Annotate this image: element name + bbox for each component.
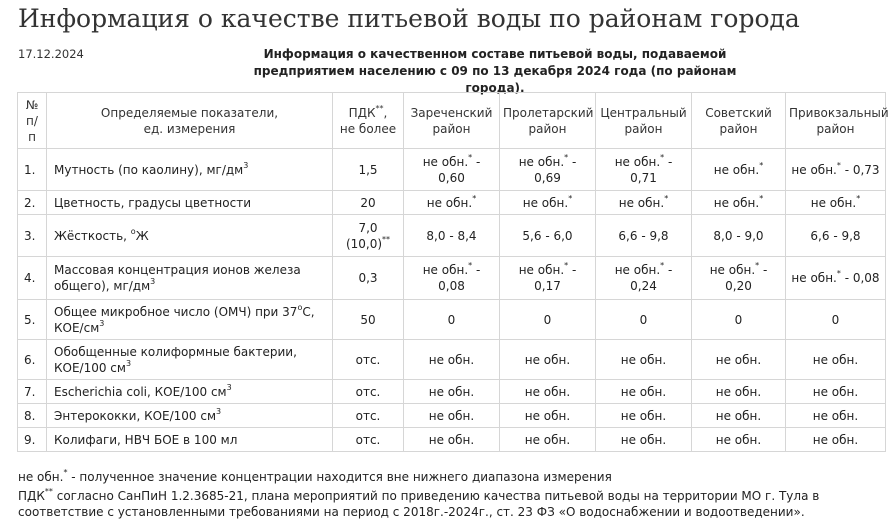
value-sup: * <box>856 193 861 203</box>
cell-value: не обн. <box>596 340 692 380</box>
row-num: 9. <box>18 428 47 452</box>
row-num: 1. <box>18 149 47 191</box>
cell-value <box>500 191 596 215</box>
indicator-text: КОЕ/см <box>54 320 100 335</box>
cell-value: не обн. <box>500 404 596 428</box>
indicator-sup: 3 <box>150 277 156 286</box>
cell-value: 0 <box>692 300 786 340</box>
district-word: район <box>528 121 567 136</box>
cell-value <box>786 257 886 300</box>
cell-value: 5,6 - 6,0 <box>500 215 596 257</box>
value-text: не обн. <box>614 263 661 277</box>
value-text: - <box>472 263 481 277</box>
pdk-label: ПДК <box>348 105 376 120</box>
value-sup: * <box>568 193 573 203</box>
table-row <box>18 380 886 404</box>
header-pdk-line1 <box>336 105 400 121</box>
cell-value <box>500 257 596 300</box>
cell-value <box>596 149 692 191</box>
row-indicator <box>47 380 333 404</box>
header-indicator-line: Определяемые показатели, <box>100 105 279 120</box>
district-name: Центральный <box>600 105 687 120</box>
cell-value: 6,6 - 9,8 <box>596 215 692 257</box>
header-num-line: п <box>28 129 36 144</box>
row-pdk: 1,5 <box>333 149 404 191</box>
header-district-zarechensky <box>404 93 500 149</box>
row-num: 5. <box>18 300 47 340</box>
value-sup: * <box>759 193 764 203</box>
pdk-sup: ** <box>375 103 384 113</box>
value-text: не обн. <box>614 154 661 169</box>
value-text: - 0,73 <box>840 162 880 177</box>
district-name: Пролетарский <box>503 105 594 120</box>
table-row <box>18 215 886 257</box>
cell-value: не обн. <box>692 380 786 404</box>
row-pdk: отс. <box>333 380 404 404</box>
cell-value: не обн. <box>692 404 786 428</box>
cell-value: не обн. <box>404 404 500 428</box>
indicator-sup: 3 <box>99 318 105 328</box>
value-sup: * <box>564 152 569 162</box>
cell-value: не обн. <box>404 340 500 380</box>
cell-value: не обн. <box>404 380 500 404</box>
row-pdk: 0,3 <box>333 257 404 300</box>
value-sup: * <box>660 261 665 270</box>
district-name: Советский <box>705 105 772 120</box>
value-text: не обн. <box>713 195 760 210</box>
value-text: - 0,08 <box>840 271 880 285</box>
header-pdk-line2: не более <box>339 121 397 136</box>
cell-value: 0 <box>404 300 500 340</box>
value-text: - <box>568 263 577 277</box>
row-num: 2. <box>18 191 47 215</box>
header-indicator-line: ед. измерения <box>143 121 236 136</box>
cell-value: не обн. <box>786 428 886 452</box>
cell-value: не обн. <box>596 404 692 428</box>
cell-value <box>404 191 500 215</box>
cell-value: 8,0 - 8,4 <box>404 215 500 257</box>
cell-value: 0 <box>500 300 596 340</box>
row-num: 7. <box>18 380 47 404</box>
header-district-proletarsky <box>500 93 596 149</box>
indicator-sup: 3 <box>243 160 249 170</box>
cell-value: 0 <box>786 300 886 340</box>
header-district-tsentralny <box>596 93 692 149</box>
value-sup: * <box>564 261 569 270</box>
header-num <box>18 93 47 149</box>
value-sup: * <box>836 269 841 278</box>
row-indicator <box>47 340 333 380</box>
row-pdk: отс. <box>333 428 404 452</box>
cell-value: не обн. <box>786 380 886 404</box>
row-indicator <box>47 404 333 428</box>
district-name: Привокзальный <box>789 105 889 120</box>
value-sup: * <box>468 152 473 162</box>
value-sup: * <box>759 160 764 170</box>
table-row <box>18 149 886 191</box>
cell-value: не обн. <box>404 428 500 452</box>
value-text: 0,20 <box>725 279 752 293</box>
subtitle-line-1: Информация о качественном составе питьевой воды, подаваемой <box>263 47 727 61</box>
cell-value <box>786 149 886 191</box>
district-word: район <box>816 121 855 136</box>
value-text: 0,60 <box>438 170 465 185</box>
row-pdk: отс. <box>333 404 404 428</box>
cell-value: 6,6 - 9,8 <box>786 215 886 257</box>
table-row <box>18 191 886 215</box>
value-sup: * <box>836 160 841 170</box>
value-text: не обн. <box>422 263 469 277</box>
value-text: - <box>472 154 481 169</box>
value-text: не обн. <box>709 263 756 277</box>
footnote-text: не обн. <box>18 470 64 484</box>
row-num: 3. <box>18 215 47 257</box>
table-row <box>18 340 886 380</box>
header-row <box>18 93 886 149</box>
value-text: 0,69 <box>534 170 561 185</box>
indicator-text: Мутность (по каолину), мг/дм <box>54 162 244 177</box>
indicator-text: Энтерококки, КОЕ/100 см <box>54 408 217 423</box>
value-text: - <box>664 154 673 169</box>
cell-value: не обн. <box>500 380 596 404</box>
indicator-text: КОЕ/100 см <box>54 360 126 375</box>
table-subtitle <box>230 46 760 97</box>
cell-value: не обн. <box>500 428 596 452</box>
header-num-line: п/ <box>26 113 38 128</box>
value-text: не обн. <box>422 154 469 169</box>
row-pdk <box>333 215 404 257</box>
footnote-1 <box>18 469 878 485</box>
value-text: не обн. <box>791 162 837 177</box>
cell-value <box>404 149 500 191</box>
row-indicator: Колифаги, НВЧ БОЕ в 100 мл <box>47 428 333 452</box>
cell-value: не обн. <box>596 428 692 452</box>
pdk-value-alt: (10,0) <box>345 236 383 251</box>
footnote-2 <box>18 488 878 520</box>
header-district-sovetsky <box>692 93 786 149</box>
indicator-text: общего), мг/дм <box>54 279 151 293</box>
row-pdk: 20 <box>333 191 404 215</box>
row-indicator <box>47 149 333 191</box>
row-indicator <box>47 257 333 300</box>
cell-value: не обн. <box>692 428 786 452</box>
value-text: 0,24 <box>630 279 657 293</box>
district-word: район <box>719 121 758 136</box>
table-row <box>18 404 886 428</box>
pdk-tail: , <box>383 105 388 120</box>
indicator-sup: 3 <box>226 382 232 392</box>
value-sup: * <box>472 193 477 203</box>
value-text: не обн. <box>426 195 473 210</box>
water-quality-table <box>17 92 889 452</box>
table-row <box>18 300 886 340</box>
footnote-text: согласно СанПиН 1.2.3685-21, плана мероприятий по приведению качества питьевой воды на территории МО г. Тула в соответствие с установленными требованиями на период с 2018г.-2024г., ст. 23 ФЗ «О водоснабжении и водоотведении». <box>18 489 820 519</box>
row-num: 6. <box>18 340 47 380</box>
value-text: - <box>664 263 673 277</box>
value-text: - <box>568 154 577 169</box>
cell-value <box>786 191 886 215</box>
footnote-text: - полученное значение концентрации находится вне нижнего диапазона измерения <box>67 470 612 484</box>
row-indicator: Цветность, градусы цветности <box>47 191 333 215</box>
indicator-sup: 3 <box>216 406 222 416</box>
indicator-text: Жёсткость, <box>54 228 131 243</box>
cell-value <box>596 257 692 300</box>
pdk-sup: ** <box>382 234 391 244</box>
cell-value <box>692 257 786 300</box>
header-pdk <box>333 93 404 149</box>
cell-value: не обн. <box>500 340 596 380</box>
district-word: район <box>432 121 471 136</box>
cell-value: 8,0 - 9,0 <box>692 215 786 257</box>
row-indicator <box>47 300 333 340</box>
value-text: - <box>759 263 768 277</box>
footnote-sup: * <box>63 468 68 477</box>
page-title: Информация о качестве питьевой воды по районам города <box>18 4 800 33</box>
cell-value <box>596 191 692 215</box>
indicator-sup: о <box>130 226 136 236</box>
value-text: 0,17 <box>534 279 561 293</box>
indicator-sup: о <box>297 302 303 312</box>
district-word: район <box>624 121 663 136</box>
value-sup: * <box>664 193 669 203</box>
value-sup: * <box>755 261 760 270</box>
cell-value <box>692 191 786 215</box>
value-text: 0,08 <box>438 279 465 293</box>
footnote-sup: ** <box>44 487 53 496</box>
value-text: не обн. <box>791 271 837 285</box>
row-num: 8. <box>18 404 47 428</box>
indicator-text: Ж <box>135 228 149 243</box>
cell-value: не обн. <box>596 380 692 404</box>
value-sup: * <box>468 261 473 270</box>
indicator-text: Escherichia coli, КОЕ/100 см <box>54 384 227 399</box>
value-text: не обн. <box>713 162 760 177</box>
cell-value <box>692 149 786 191</box>
footnotes <box>18 469 878 523</box>
cell-value: не обн. <box>692 340 786 380</box>
row-pdk: отс. <box>333 340 404 380</box>
header-district-privokzalny <box>786 93 889 149</box>
subtitle-line-2: предприятием населению с 09 по 13 декабря 2024 года (по районам города). <box>253 64 737 95</box>
indicator-text: Общее микробное число (ОМЧ) при 37 <box>54 304 298 319</box>
indicator-text: Обобщенные колиформные бактерии, <box>54 344 297 359</box>
header-num-line: № <box>25 97 39 112</box>
value-text: 0,71 <box>630 170 657 185</box>
value-sup: * <box>660 152 665 162</box>
indicator-sup: 3 <box>125 358 132 368</box>
indicator-text: Массовая концентрация ионов железа <box>54 263 301 277</box>
cell-value <box>500 149 596 191</box>
cell-value: не обн. <box>786 404 886 428</box>
value-text: не обн. <box>618 195 665 210</box>
value-text: не обн. <box>522 195 569 210</box>
district-name: Зареченский <box>410 105 493 120</box>
value-text: не обн. <box>518 154 565 169</box>
cell-value: 0 <box>596 300 692 340</box>
row-indicator <box>47 215 333 257</box>
value-text: не обн. <box>518 263 565 277</box>
header-indicator <box>47 93 333 149</box>
row-num: 4. <box>18 257 47 300</box>
table-row <box>18 257 886 300</box>
cell-value <box>404 257 500 300</box>
cell-value: не обн. <box>786 340 886 380</box>
pdk-value: 7,0 <box>358 220 378 235</box>
value-text: не обн. <box>810 195 857 210</box>
row-pdk: 50 <box>333 300 404 340</box>
table-row <box>18 428 886 452</box>
publish-date: 17.12.2024 <box>18 47 84 61</box>
footnote-text: ПДК <box>18 489 45 503</box>
indicator-text: С, <box>302 304 315 319</box>
